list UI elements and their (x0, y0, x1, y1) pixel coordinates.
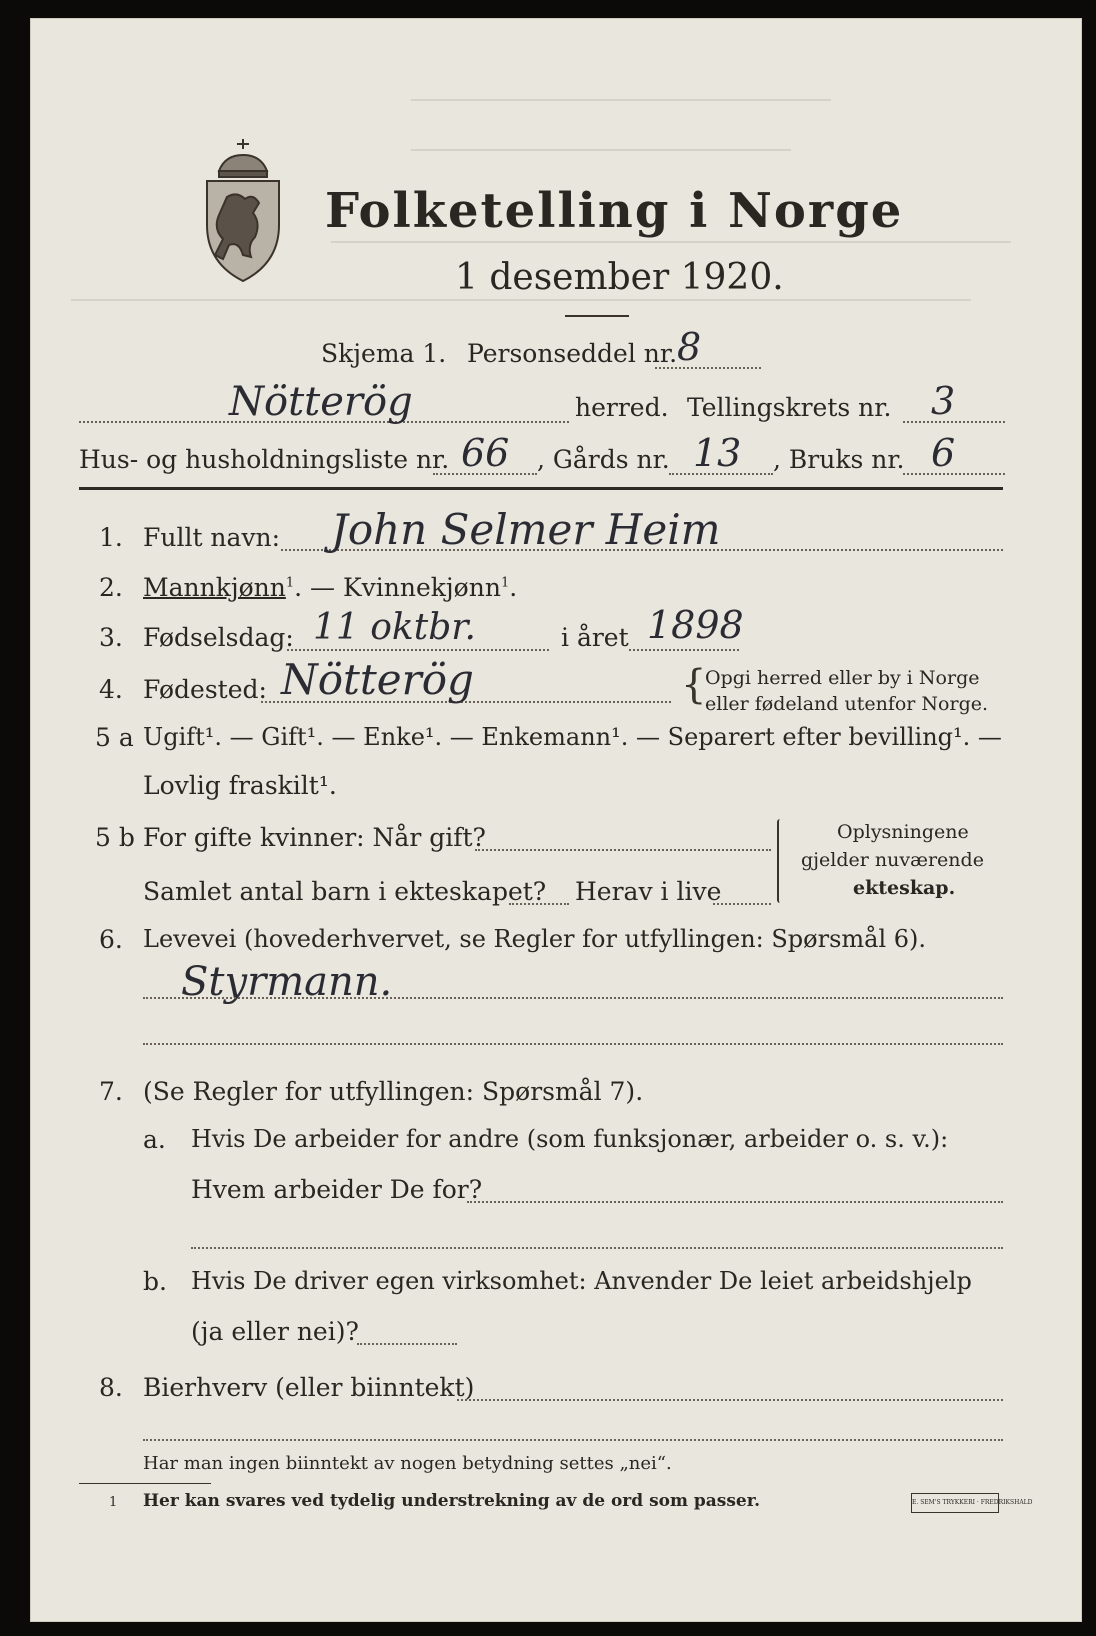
q3-number: 3. (99, 623, 123, 652)
hus-label: Hus- og husholdningsliste nr. (79, 445, 450, 474)
q7b-line1: Hvis De driver egen virksomhet: Anvender De leiet arbeidshjelp (191, 1267, 972, 1295)
q3-label: Fødselsdag: (143, 623, 294, 652)
skjema-label: Skjema 1. (321, 339, 447, 368)
herred-label: herred. (575, 393, 669, 422)
q2-sup2: 1 (500, 575, 510, 591)
q8-label: Bierhverv (eller biinntekt) (143, 1373, 475, 1402)
personseddel-value[interactable]: 8 (677, 325, 702, 369)
q5b-number: 5 b (95, 823, 135, 852)
footnote-mark: 1 (109, 1495, 118, 1510)
q5b-children-label: Samlet antal barn i ekteskapet? (143, 877, 547, 906)
printer-stamp-text: E. SEM'S TRYKKERI · FREDRIKSHALD (912, 1499, 1033, 1506)
q7b-letter: b. (143, 1267, 167, 1296)
q1-value[interactable]: John Selmer Heim (331, 505, 721, 554)
form-title: Folketelling i Norge (325, 183, 904, 239)
hus-value[interactable]: 66 (461, 431, 510, 475)
q5b-when-line (475, 849, 771, 851)
q7b-line2: (ja eller nei)? (191, 1317, 359, 1346)
q5b-note-2 (801, 849, 984, 871)
norway-coat-of-arms-icon (201, 137, 285, 287)
q3-year-label: i året (561, 623, 629, 652)
q4-brace: { (681, 662, 707, 708)
q6-line-2 (143, 1043, 1003, 1045)
q5b-note-3: ekteskap. (853, 877, 956, 899)
q5b-alive-line (713, 903, 771, 905)
personseddel-label: Personseddel nr. (467, 339, 678, 368)
q4-note-1: Opgi herred eller by i Norge (705, 667, 980, 689)
tellingskrets-value[interactable]: 3 (931, 379, 956, 423)
q2-sup: 1 (285, 575, 295, 591)
q2-female-option[interactable]: Kvinnekjønn (342, 573, 501, 602)
q3-value[interactable]: 11 oktbr. (313, 607, 476, 648)
q1-label: Fullt navn: (143, 523, 281, 552)
bruks-value[interactable]: 6 (931, 431, 956, 475)
q8-number: 8. (99, 1373, 123, 1402)
q5a-number: 5 a (95, 723, 134, 752)
title-rule (565, 315, 629, 317)
q5b-brace (777, 819, 785, 903)
q1-number: 1. (99, 523, 123, 552)
q3-year-line (629, 649, 739, 651)
footnote-text: Her kan svares ved tydelig understrekning av de ord som passer. (143, 1491, 761, 1511)
q5b-line1: For gifte kvinner: Når gift? (143, 823, 486, 852)
q7a-employer-line (467, 1201, 1003, 1203)
q7a-line1: Hvis De arbeider for andre (som funksjonær, arbeider o. s. v.): (191, 1125, 949, 1153)
printer-stamp (911, 1493, 1033, 1513)
bruks-label: , Bruks nr. (773, 445, 905, 474)
q5b-alive-label: Herav i live (575, 877, 722, 906)
q5a-options[interactable]: Ugift¹. — Gift¹. — Enke¹. — Enkemann¹. — Separert efter bevilling¹. — (143, 723, 1002, 751)
footer-divider (79, 1483, 211, 1484)
gards-label: , Gårds nr. (537, 445, 670, 474)
q2-options (143, 573, 517, 602)
q5b-note-2-text: gjelder nuværende (801, 849, 984, 871)
census-date: 1 desember 1920. (455, 257, 784, 298)
gards-value[interactable]: 13 (693, 431, 742, 475)
q8-line-1 (457, 1399, 1003, 1401)
q2-male-option[interactable]: Mannkjønn (143, 573, 286, 602)
q2-dash: . — (294, 573, 343, 602)
herred-value[interactable]: Nötterög (229, 379, 413, 425)
q2-number: 2. (99, 573, 123, 602)
q5a-options-2[interactable]: Lovlig fraskilt¹. (143, 771, 337, 800)
header-divider (79, 487, 1003, 490)
q7-number: 7. (99, 1077, 123, 1106)
q6-line-1 (143, 997, 1003, 999)
q5b-note-1: Oplysningene (837, 821, 969, 843)
q3-line (287, 649, 549, 651)
q3-year-value[interactable]: 1898 (647, 603, 744, 647)
q6-number: 6. (99, 925, 123, 954)
q7a-line2: Hvem arbeider De for? (191, 1175, 483, 1204)
q7b-answer-line (357, 1343, 457, 1345)
footer-note: Har man ingen biinntekt av nogen betydning settes „nei“. (143, 1453, 672, 1474)
q4-note-2: eller fødeland utenfor Norge. (705, 693, 989, 715)
q5b-children-line (509, 903, 569, 905)
personseddel-line (655, 367, 761, 369)
census-form (30, 18, 1082, 1622)
q7a-extra-line (191, 1247, 1003, 1249)
q6-label: Levevei (hovederhvervet, se Regler for utfyllingen: Spørsmål 6). (143, 925, 927, 953)
q2-end: . (509, 573, 518, 602)
q7a-letter: a. (143, 1125, 166, 1154)
tellingskrets-label: Tellingskrets nr. (687, 393, 892, 422)
q6-value[interactable]: Styrmann. (181, 959, 393, 1005)
q4-value[interactable]: Nötterög (281, 655, 474, 704)
q8-line-2 (143, 1439, 1003, 1441)
q7-label: (Se Regler for utfyllingen: Spørsmål 7). (143, 1077, 644, 1106)
q4-label: Fødested: (143, 675, 267, 704)
q4-number: 4. (99, 675, 123, 704)
